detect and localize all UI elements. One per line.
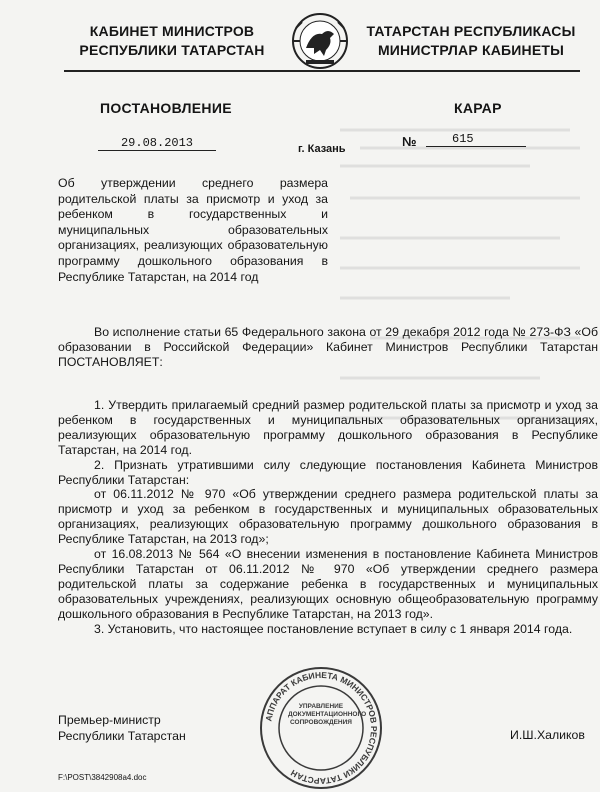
signer-title-line2: Республики Татарстан — [58, 729, 186, 743]
doc-number: 615 — [426, 132, 526, 147]
issuer-tt-line2: МИНИСТРЛАР КАБИНЕТЫ — [377, 42, 565, 58]
issuer-tt — [364, 22, 578, 60]
issuer-ru-line1: КАБИНЕТ МИНИСТРОВ — [89, 23, 255, 39]
file-path: F:\POST\3842908a4.doc — [58, 773, 147, 782]
item-3: 3. Установить, что настоящее постановление вступает в силу с 1 января 2014 года. — [94, 621, 573, 636]
doc-subject: Об утверждении среднего размера родительской платы за присмотр и уход за ребенком в государственных и муниципальных образовательных организациях, реализующих образовательную программу дошкольного образования в Республике Татарстан, на 2014 год — [58, 176, 328, 284]
official-seal-icon — [258, 665, 384, 791]
issuer-ru — [62, 22, 282, 60]
doc-type-ru: ПОСТАНОВЛЕНИЕ — [100, 100, 232, 116]
intro-text: Во исполнение статьи 65 Федерального закона от 29 декабря 2012 года № 273-ФЗ «Об образовании в Российской Федерации» Кабинет Министров Республики Татарстан ПОСТАНОВЛЯЕТ: — [58, 325, 598, 369]
resolution-items — [58, 398, 598, 637]
issuer-tt-line1: ТАТАРСТАН РЕСПУБЛИКАСЫ — [366, 23, 576, 39]
item-1: 1. Утвердить прилагаемый средний размер родительской платы за присмотр и уход за ребенком в государственных и муниципальных образовательных организациях, реализующих образовательную программу дошкольного образования в Республике Татарстан, на 2014 год. — [58, 398, 598, 457]
signer-title-line1: Премьер-министр — [58, 713, 161, 727]
doc-city: г. Казань — [298, 143, 346, 155]
item-2: 2. Признать утратившими силу следующие постановления Кабинета Министров Республики Татарстан: — [58, 457, 598, 487]
doc-type-tt: КАРАР — [454, 100, 502, 116]
signer-name: И.Ш.Халиков — [510, 728, 585, 742]
doc-date: 29.08.2013 — [98, 136, 216, 151]
seal-ring-text: АППАРАТ КАБИНЕТА МИНИСТРОВ РЕСПУБЛИКИ ТАТАРСТАН — [263, 669, 380, 787]
number-sign: № — [402, 134, 417, 149]
item-2b: от 16.08.2013 № 564 «О внесении изменения в постановление Кабинета Министров Республики Татарстан от 06.11.2012 № 970 «Об утверждении среднего размера родительской платы за содержание ребенка в государственных и муниципальных образовательных учреждениях, реализующих основную общеобразовательную программу дошкольного образования в Республике Татарстан, на 2013 год». — [58, 547, 598, 621]
header-rule — [64, 70, 580, 72]
issuer-ru-line2: РЕСПУБЛИКИ ТАТАРСТАН — [79, 42, 265, 58]
coat-of-arms-icon — [284, 10, 356, 72]
item-2a: от 06.11.2012 № 970 «Об утверждении среднего размера родительской платы за присмотр и уход за ребенком в государственных и муниципальных образовательных организациях, реализующих образовательную программу дошкольного образования в Республике Татарстан, на 2013 год»; — [58, 487, 598, 547]
intro-paragraph — [58, 325, 598, 370]
seal-center-text: УПРАВЛЕНИЕ ДОКУМЕНТАЦИОННОГО СОПРОВОЖДЕНИЯ — [288, 703, 367, 726]
signer-title — [58, 712, 186, 744]
